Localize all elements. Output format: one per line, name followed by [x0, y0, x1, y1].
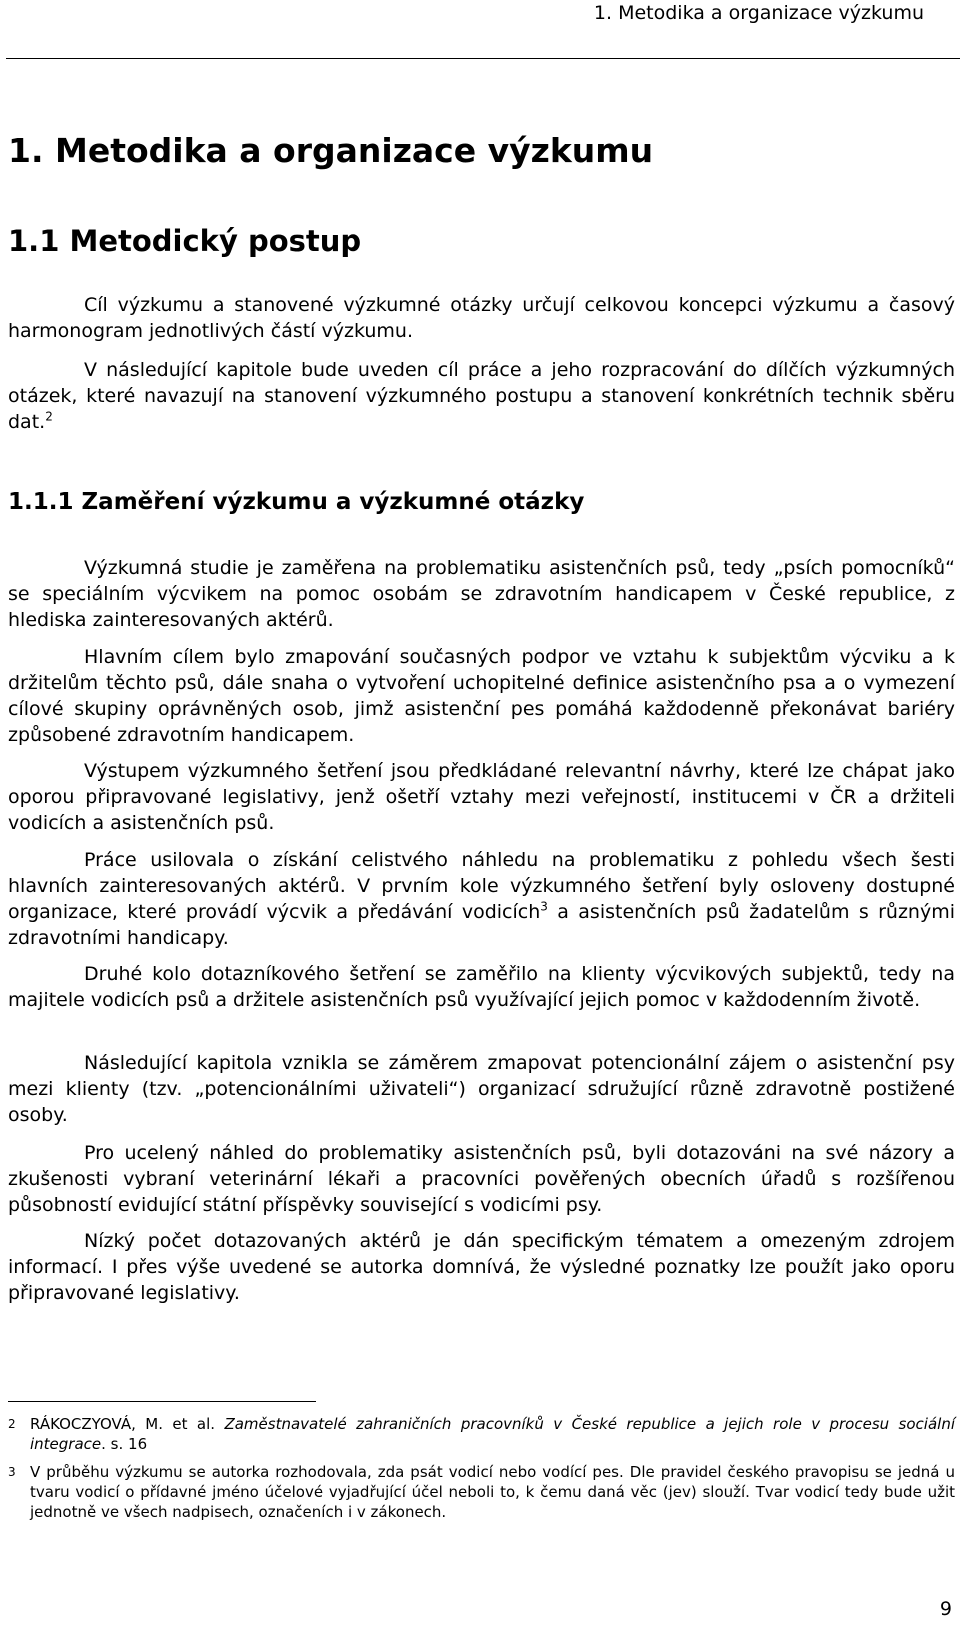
paragraph-9: Pro ucelený náhled do problematiky asistenčních psů, byli dotazováni na své názory a zkušenosti vybraní veterinární lékaři a pracovníci pověřených obecních úřadů s rozšířenou působností evidující státní příspěvky související s vodicími psy. [8, 1142, 955, 1216]
paragraph-1: Cíl výzkumu a stanovené výzkumné otázky určují celkovou koncepci výzkumu a časový harmonogram jednotlivých částí výzkumu. [8, 294, 955, 342]
footnote-divider [8, 1401, 316, 1402]
paragraph-6-text-a: Práce usilovala o získání celistvého náhledu na problematiku z pohledu všech šesti hlavních zainteresovaných aktérů. V prvním kole výzkumného šetření byly osloveny dostupné organizace, které provádí výcvik a předávání vodicích [8, 849, 955, 923]
paragraph-4: Hlavním cílem bylo zmapování současných podpor ve vztahu k subjektům výcviku a k držitelům těchto psů, dále snaha o vytvoření uchopitelné definice asistenčního psa a o vymezení cílové skupiny oprávněných osob, jimž asistenční pes pomáhá každodenně překonávat bariéry způsobené zdravotním handicapem. [8, 646, 955, 746]
header-divider [6, 58, 960, 59]
footnote-2 [8, 1414, 955, 1454]
paragraph-6 [8, 847, 955, 951]
footnote-2-title: Zaměstnavatelé zahraničních pracovníků v České republice a jejich role v procesu sociální integrace [30, 1415, 955, 1453]
footnote-2-number: 2 [8, 1417, 16, 1431]
section-title: 1.1 Metodický postup [8, 224, 362, 258]
paragraph-3: Výzkumná studie je zaměřena na problematiku asistenčních psů, tedy „psích pomocníků“ se speciálním výcvikem na pomoc osobám se zdravotním handicapem v České republice, z hlediska zainteresovaných aktérů. [8, 557, 955, 631]
page-number: 9 [939, 1598, 952, 1620]
paragraph-5: Výstupem výzkumného šetření jsou předkládané relevantní návrhy, které lze chápat jako oporou připravované legislativy, jenž ošetří vztahy mezi veřejností, institucemi v ČR a držiteli vodicích a asistenčních psů. [8, 760, 955, 834]
paragraph-10: Nízký počet dotazovaných aktérů je dán specifickým tématem a omezeným zdrojem informací. I přes výše uvedené se autorka domnívá, že výsledné poznatky lze použít jako oporu připravované legislativy. [8, 1230, 955, 1304]
paragraph-2-text: V následující kapitole bude uveden cíl práce a jeho rozpracování do dílčích výzkumných otázek, které navazují na stanovení výzkumného postupu a stanovení konkrétních technik sběru dat. [8, 359, 955, 433]
footnote-3-text: V průběhu výzkumu se autorka rozhodovala, zda psát vodicí nebo vodící pes. Dle pravidel českého pravopisu se jedná u tvaru vodicí o přídavné jméno účelové vyjadřující účel neboli to, k čemu daná věc (jev) slouží. Tvar vodicí tedy bude užit jednotně ve všech nadpisech, označeních i v zákonech. [30, 1463, 955, 1521]
footnote-2-rest: . s. 16 [101, 1435, 148, 1453]
paragraph-7: Druhé kolo dotazníkového šetření se zaměřilo na klienty výcvikových subjektů, tedy na majitele vodicích psů a držitele asistenčních psů využívající jejich pomoc v každodenním životě. [8, 963, 955, 1011]
footnote-2-text [30, 1414, 955, 1454]
subsection-title: 1.1.1 Zaměření výzkumu a výzkumné otázky [8, 489, 585, 515]
running-header: 1. Metodika a organizace výzkumu [593, 2, 924, 24]
paragraph-2 [8, 357, 955, 435]
footnote-2-author: RÁKOCZYOVÁ, M. et al. [30, 1415, 225, 1433]
paragraph-8: Následující kapitola vznikla se záměrem zmapovat potencionální zájem o asistenční psy mezi klienty (tzv. „potencionálními uživateli“) organizací sdružující různě zdravotně postižené osoby. [8, 1052, 955, 1126]
paragraph-6-text-b: a asistenčních psů žadatelům s různými zdravotními handicapy. [8, 901, 955, 949]
footnote-ref-2[interactable]: 2 [45, 409, 53, 424]
footnote-3-number: 3 [8, 1465, 16, 1479]
chapter-title: 1. Metodika a organizace výzkumu [8, 131, 654, 170]
footnote-3 [8, 1462, 955, 1522]
footnote-ref-3[interactable]: 3 [540, 899, 548, 914]
